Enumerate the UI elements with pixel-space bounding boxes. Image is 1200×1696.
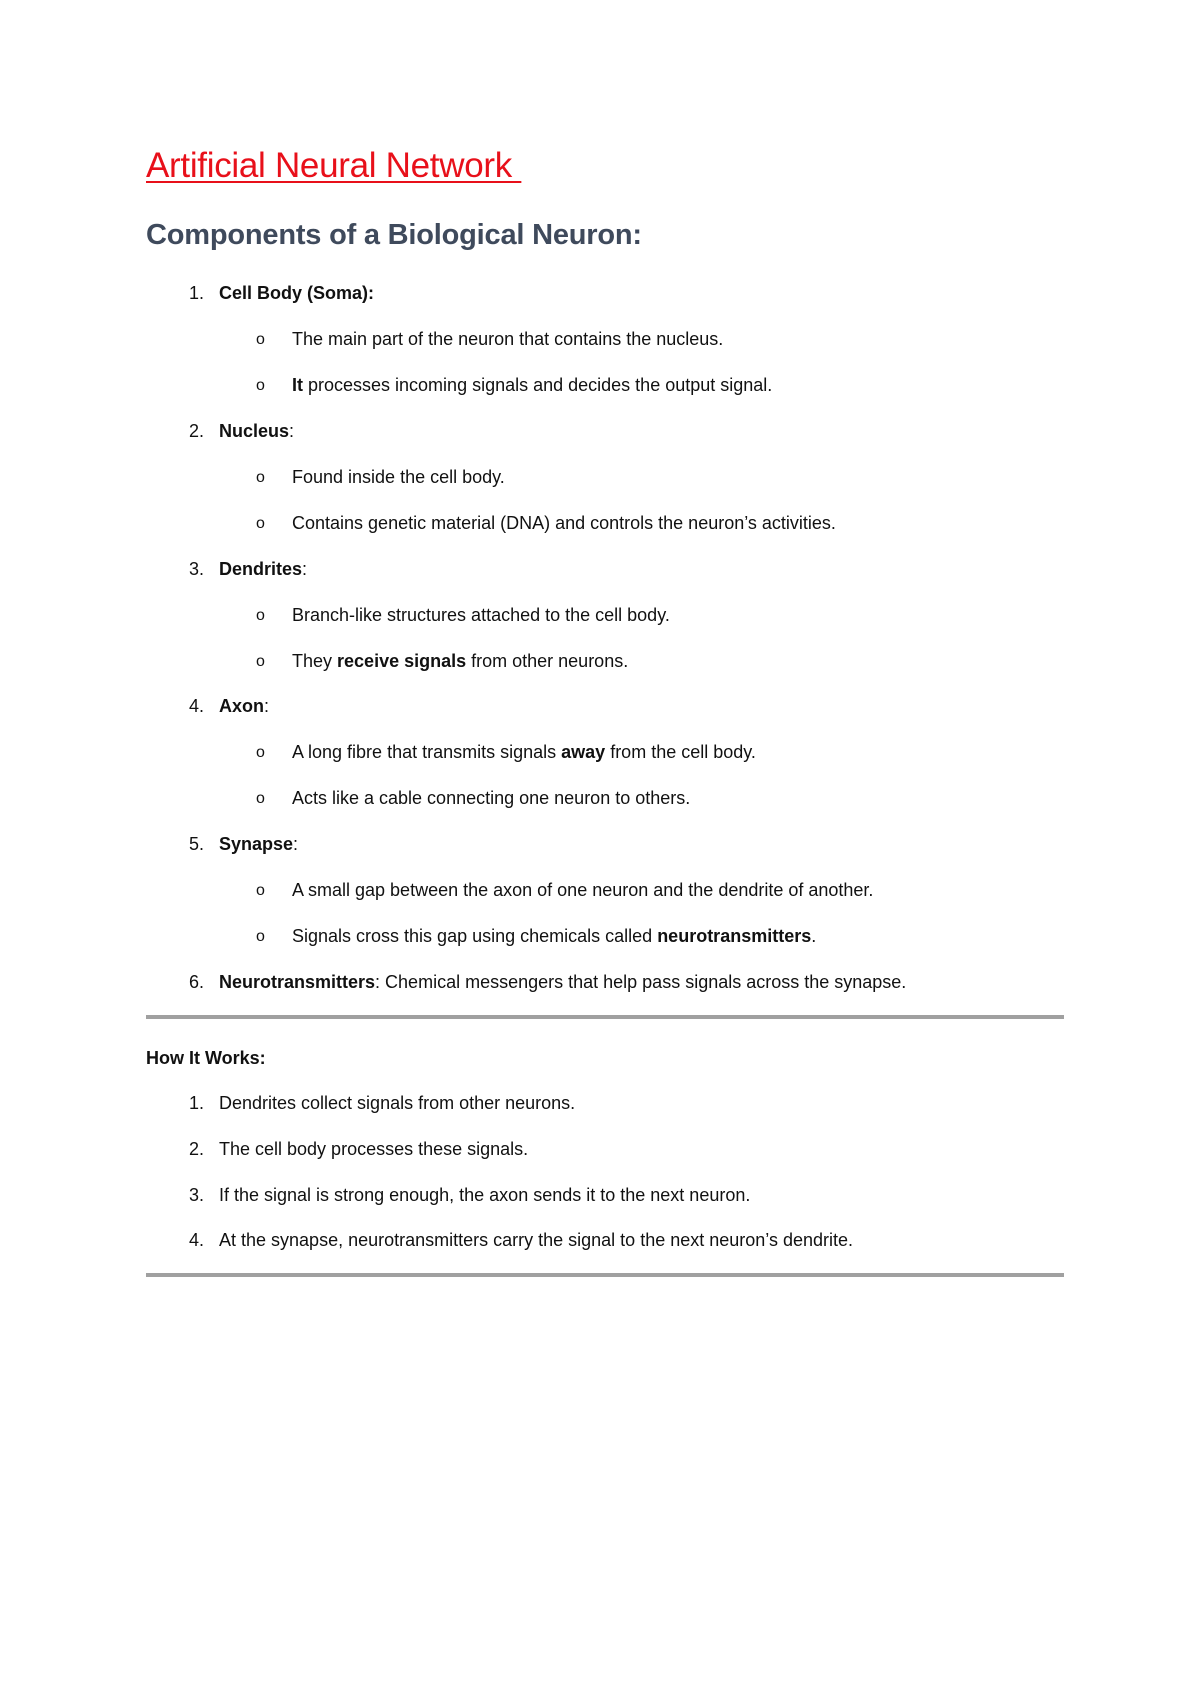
item-description: : bbox=[293, 834, 299, 854]
horizontal-divider bbox=[146, 1273, 1064, 1277]
bold-text-segment: away bbox=[561, 742, 606, 762]
step-number: 1. bbox=[188, 1093, 204, 1113]
bold-text-segment: neurotransmitters bbox=[657, 926, 812, 946]
bullet-icon: o bbox=[256, 515, 265, 532]
section-heading: Components of a Biological Neuron: bbox=[146, 219, 642, 251]
step-number: 2. bbox=[188, 1139, 204, 1159]
bullet-icon: o bbox=[256, 790, 265, 807]
list-item bbox=[219, 559, 307, 580]
sub-list-item bbox=[292, 605, 670, 626]
item-description: : bbox=[264, 696, 270, 716]
list-number: 4. bbox=[188, 696, 204, 716]
list-number: 5. bbox=[188, 834, 204, 854]
item-label: Neurotransmitters bbox=[219, 972, 376, 992]
page-title: Artificial Neural Network bbox=[146, 146, 522, 185]
text-segment: A long fibre that transmits signals bbox=[292, 742, 562, 762]
bullet-icon: o bbox=[256, 469, 265, 486]
horizontal-divider bbox=[146, 1015, 1064, 1019]
sub-list-item bbox=[292, 467, 505, 488]
list-item bbox=[219, 972, 906, 993]
list-number: 2. bbox=[188, 421, 204, 441]
text-segment: They bbox=[292, 651, 338, 671]
bullet-icon: o bbox=[256, 882, 265, 899]
bullet-icon: o bbox=[256, 744, 265, 761]
bold-text-segment: receive signals bbox=[337, 651, 467, 671]
bullet-icon: o bbox=[256, 331, 265, 348]
sub-list-item bbox=[292, 513, 836, 534]
sub-list-item bbox=[292, 375, 772, 396]
how-it-works-heading: How It Works: bbox=[146, 1048, 266, 1068]
step-text: At the synapse, neurotransmitters carry the signal to the next neuron’s dendrite. bbox=[219, 1230, 854, 1250]
step-text: If the signal is strong enough, the axon sends it to the next neuron. bbox=[219, 1185, 751, 1205]
bold-text-segment: It bbox=[292, 375, 303, 395]
item-label: Nucleus bbox=[219, 421, 290, 441]
bullet-icon: o bbox=[256, 377, 265, 394]
text-segment: The main part of the neuron that contains the nucleus. bbox=[292, 329, 724, 349]
text-segment: Acts like a cable connecting one neuron to others. bbox=[292, 788, 691, 808]
text-segment: A small gap between the axon of one neuron and the dendrite of another. bbox=[292, 880, 874, 900]
sub-list-item bbox=[292, 329, 723, 350]
bullet-icon: o bbox=[256, 928, 265, 945]
list-number: 6. bbox=[188, 972, 204, 992]
item-description: : bbox=[289, 421, 295, 441]
sub-list-item bbox=[292, 742, 756, 763]
text-segment: Signals cross this gap using chemicals called bbox=[292, 926, 658, 946]
text-segment: processes incoming signals and decides the output signal. bbox=[303, 375, 773, 395]
text-segment: Contains genetic material (DNA) and controls the neuron’s activities. bbox=[292, 513, 836, 533]
item-description: : Chemical messengers that help pass signals across the synapse. bbox=[375, 972, 907, 992]
list-number: 1. bbox=[188, 283, 204, 303]
sub-list-item bbox=[292, 880, 873, 901]
text-segment: from the cell body. bbox=[605, 742, 756, 762]
step-number: 3. bbox=[188, 1185, 204, 1205]
text-segment: Found inside the cell body. bbox=[292, 467, 505, 487]
sub-list-item bbox=[292, 651, 628, 672]
text-segment: from other neurons. bbox=[466, 651, 629, 671]
step-number: 4. bbox=[188, 1230, 204, 1250]
bullet-icon: o bbox=[256, 653, 265, 670]
item-label: Axon bbox=[219, 696, 264, 716]
step-text: The cell body processes these signals. bbox=[219, 1139, 529, 1159]
item-description: : bbox=[302, 559, 308, 579]
list-item bbox=[219, 834, 298, 855]
list-item bbox=[219, 696, 269, 717]
list-item bbox=[219, 421, 294, 442]
bullet-icon: o bbox=[256, 607, 265, 624]
list-item bbox=[219, 283, 374, 304]
text-segment: . bbox=[811, 926, 817, 946]
step-text: Dendrites collect signals from other neurons. bbox=[219, 1093, 576, 1113]
sub-list-item bbox=[292, 926, 816, 947]
sub-list-item bbox=[292, 788, 690, 809]
list-number: 3. bbox=[188, 559, 204, 579]
item-label: Cell Body (Soma): bbox=[219, 283, 375, 303]
item-label: Synapse bbox=[219, 834, 294, 854]
item-label: Dendrites bbox=[219, 559, 303, 579]
text-segment: Branch-like structures attached to the cell body. bbox=[292, 605, 670, 625]
